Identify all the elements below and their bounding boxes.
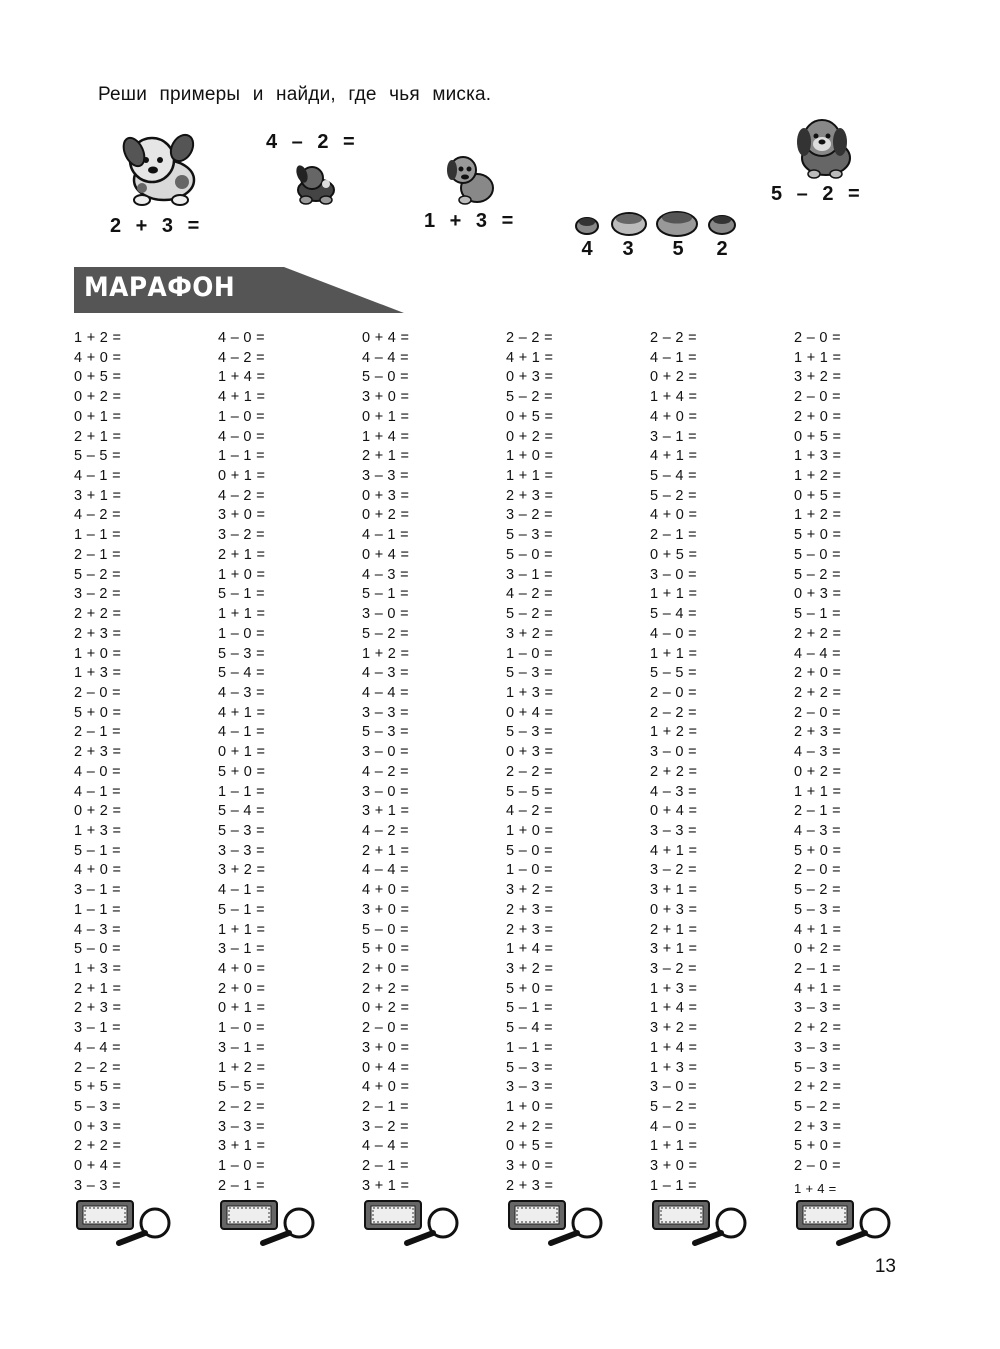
math-problem: 4 – 4 =: [362, 349, 409, 366]
math-problem: 0 + 5 =: [74, 369, 122, 386]
math-problem: 1 – 0 =: [218, 408, 265, 425]
math-problem: 4 – 4 =: [74, 1039, 121, 1056]
math-problem: 0 + 4 =: [74, 1158, 122, 1175]
math-problem: 5 + 0 =: [794, 1138, 842, 1155]
math-problem: 1 + 2 =: [362, 645, 410, 662]
math-problem: 0 + 5 =: [506, 1138, 554, 1155]
math-problem: 5 – 5 =: [650, 665, 697, 682]
math-problem: 3 – 0 =: [650, 566, 697, 583]
math-problem: 3 – 0 =: [362, 783, 409, 800]
math-problem: 3 + 1 =: [650, 941, 698, 958]
math-problem: 5 – 3 =: [794, 901, 841, 918]
section-title: МАРАФОН: [84, 272, 236, 303]
math-problem: 1 – 0 =: [506, 862, 553, 879]
math-problem: 0 + 4 =: [362, 330, 410, 346]
math-problem: 5 – 3 =: [218, 645, 265, 662]
math-problem: 1 + 3 =: [74, 961, 122, 977]
math-problem: 3 – 3 =: [794, 1039, 841, 1056]
math-problem: 1 + 0 =: [506, 822, 554, 839]
math-problem: 2 + 3 =: [506, 921, 554, 938]
math-problem: 4 – 3 =: [650, 783, 697, 800]
math-problem: 5 – 3 =: [506, 724, 553, 741]
math-problem: 1 + 1 =: [218, 606, 266, 623]
math-problem: 2 + 1 =: [74, 428, 122, 445]
math-problem: 1 + 0 =: [218, 566, 266, 583]
math-problem: 0 + 2 =: [650, 369, 698, 386]
math-problem: 5 + 0 =: [362, 941, 410, 958]
math-problem: 2 + 3 =: [506, 1177, 554, 1194]
math-problem: 1 + 0 =: [506, 448, 554, 465]
math-problem: 0 + 2 =: [506, 428, 554, 445]
math-problem: 0 + 3 =: [362, 487, 410, 504]
math-problem: 2 + 3 =: [74, 1000, 122, 1017]
math-problem: 0 + 3 =: [794, 586, 842, 603]
math-problem: 4 + 1 =: [794, 921, 842, 938]
math-problem: 3 + 1 =: [218, 1138, 266, 1155]
page-number: 13: [874, 1256, 896, 1277]
math-problem: 4 + 0 =: [74, 349, 122, 366]
math-problem: 1 + 3 =: [506, 684, 554, 701]
math-problem: 2 – 1 =: [74, 546, 121, 563]
math-problem: 3 + 0 =: [362, 1039, 410, 1056]
math-problem: 5 – 5 =: [74, 448, 121, 465]
math-problem: 2 + 2 =: [506, 1118, 554, 1135]
math-problem: 2 + 1 =: [74, 980, 122, 997]
math-problem: 1 + 3 =: [650, 1059, 698, 1076]
problem-column: [74, 329, 214, 1197]
math-problem: 5 – 0 =: [362, 921, 409, 938]
math-problem: 4 – 3 =: [794, 822, 841, 839]
math-problem: 1 + 1 =: [650, 645, 698, 662]
math-problem: 5 – 3 =: [362, 724, 409, 741]
math-problem: 4 – 0 =: [74, 763, 121, 780]
math-problem: 1 – 1 =: [650, 1177, 697, 1194]
math-problem: 2 + 3 =: [794, 1118, 842, 1135]
math-problem: 1 + 4 =: [218, 369, 266, 386]
bowls-image: [574, 206, 744, 238]
math-problem: 0 + 3 =: [506, 744, 554, 761]
math-problem: 2 – 0 =: [650, 684, 697, 701]
math-problem: 3 + 1 =: [650, 882, 698, 899]
math-problem: 0 + 2 =: [794, 763, 842, 780]
math-problem: 5 – 0 =: [74, 941, 121, 958]
timer-magnifier-icon: [219, 1197, 319, 1247]
problem-column: [362, 329, 502, 1197]
math-problem: 2 + 0 =: [218, 980, 266, 997]
math-problem: 5 – 2 =: [506, 606, 553, 623]
math-problem: 0 + 3 =: [650, 901, 698, 918]
math-problem: 4 – 4 =: [794, 645, 841, 662]
bowl-number-1: 4: [581, 238, 593, 260]
math-problem: 4 – 4 =: [362, 1138, 409, 1155]
math-problem: 3 + 2 =: [506, 625, 554, 642]
math-problem: 0 + 2 =: [362, 507, 410, 524]
math-problem: 5 – 0 =: [506, 842, 553, 859]
math-problem: 5 – 0 =: [794, 546, 841, 563]
math-problem: 4 – 1 =: [218, 882, 265, 899]
math-problem: 4 + 0 =: [74, 862, 122, 879]
math-problem: 4 + 0 =: [218, 961, 266, 977]
math-problem: 4 – 3 =: [362, 566, 409, 583]
math-problem: 2 + 2 =: [794, 1079, 842, 1096]
math-problem: 0 + 5 =: [794, 428, 842, 445]
math-problem: 1 – 1 =: [74, 527, 121, 544]
math-problem: 0 + 2 =: [74, 389, 122, 406]
math-problem: 2 + 3 =: [794, 724, 842, 741]
math-problem: 1 + 0 =: [74, 645, 122, 662]
math-problem: 3 – 2 =: [650, 862, 697, 879]
math-problem: 3 + 2 =: [794, 369, 842, 386]
math-problem: 2 – 0 =: [794, 704, 841, 721]
math-problem: 4 – 2 =: [362, 763, 409, 780]
math-problem: 2 – 2 =: [506, 763, 553, 780]
math-problem: 1 + 4 =: [794, 1180, 837, 1196]
math-problem: 3 + 1 =: [362, 1177, 410, 1194]
math-problem: 5 + 0 =: [794, 842, 842, 859]
math-problem: 5 – 1 =: [74, 842, 121, 859]
math-problem: 2 + 1 =: [362, 448, 410, 465]
math-problem: 4 + 0 =: [362, 1079, 410, 1096]
math-problem: 5 – 2 =: [794, 882, 841, 899]
math-problem: 5 + 0 =: [794, 527, 842, 544]
math-problem: 4 – 0 =: [650, 1118, 697, 1135]
math-problem: 5 – 3 =: [794, 1059, 841, 1076]
math-problem: 0 + 1 =: [362, 408, 410, 425]
bowl-number-2: 3: [622, 238, 634, 260]
math-problem: 4 – 2 =: [74, 507, 121, 524]
math-problem: 2 + 0 =: [794, 408, 842, 425]
math-problem: 1 – 0 =: [218, 1158, 265, 1175]
math-problem: 0 + 5 =: [794, 487, 842, 504]
math-problem: 1 + 1 =: [650, 1138, 698, 1155]
math-problem: 3 – 2 =: [74, 586, 121, 603]
math-problem: 0 + 3 =: [506, 369, 554, 386]
math-problem: 0 + 1 =: [218, 468, 266, 485]
math-problem: 2 – 1 =: [218, 1177, 265, 1194]
math-problem: 3 – 1 =: [218, 1039, 265, 1056]
math-problem: 3 – 1 =: [506, 566, 553, 583]
math-problem: 5 – 4 =: [650, 606, 697, 623]
math-problem: 1 + 4 =: [506, 941, 554, 958]
math-problem: 5 – 3 =: [506, 1059, 553, 1076]
math-problem: 4 – 3 =: [362, 665, 409, 682]
math-problem: 3 – 3 =: [362, 704, 409, 721]
math-problem: 2 + 2 =: [794, 684, 842, 701]
math-problem: 1 + 4 =: [362, 428, 410, 445]
math-problem: 2 + 2 =: [74, 1138, 122, 1155]
math-problem: 1 + 2 =: [794, 507, 842, 524]
math-problem: 5 + 0 =: [506, 980, 554, 997]
math-problem: 2 – 2 =: [506, 330, 553, 346]
math-problem: 5 – 2 =: [362, 625, 409, 642]
math-problem: 1 + 1 =: [218, 921, 266, 938]
math-problem: 3 – 3 =: [218, 842, 265, 859]
math-problem: 2 – 1 =: [650, 527, 697, 544]
math-problem: 2 + 1 =: [650, 921, 698, 938]
math-problem: 3 + 2 =: [650, 1020, 698, 1037]
math-problem: 3 + 0 =: [650, 1158, 698, 1175]
math-problem: 2 + 2 =: [794, 1020, 842, 1037]
bowl-number-3: 5: [672, 238, 684, 260]
math-problem: 4 + 1 =: [650, 448, 698, 465]
math-problem: 1 + 2 =: [74, 330, 122, 346]
math-problem: 3 – 3 =: [650, 822, 697, 839]
math-problem: 3 – 1 =: [650, 428, 697, 445]
bowl-number-4: 2: [716, 238, 728, 260]
timer-magnifier-icon: [75, 1197, 175, 1247]
math-problem: 5 – 2 =: [650, 1099, 697, 1116]
math-problem: 1 – 1 =: [74, 901, 121, 918]
math-problem: 2 – 2 =: [650, 330, 697, 346]
math-problem: 5 – 3 =: [506, 665, 553, 682]
math-problem: 2 + 2 =: [74, 606, 122, 623]
math-problem: 2 + 2 =: [650, 763, 698, 780]
math-problem: 1 + 1 =: [506, 468, 554, 485]
math-problem: 3 + 1 =: [74, 487, 122, 504]
math-problem: 0 + 5 =: [506, 408, 554, 425]
math-problem: 4 – 0 =: [218, 330, 265, 346]
math-problem: 4 + 1 =: [794, 980, 842, 997]
math-problem: 3 + 0 =: [362, 901, 410, 918]
math-problem: 4 + 1 =: [218, 389, 266, 406]
math-problem: 3 – 0 =: [650, 744, 697, 761]
math-problem: 5 – 0 =: [362, 369, 409, 386]
math-problem: 2 + 2 =: [362, 980, 410, 997]
math-problem: 3 – 2 =: [362, 1118, 409, 1135]
math-problem: 5 – 5 =: [506, 783, 553, 800]
math-problem: 4 – 3 =: [74, 921, 121, 938]
math-problem: 0 + 1 =: [218, 744, 266, 761]
problem-sitting-dog: 1 + 3 =: [424, 210, 514, 232]
math-problem: 4 – 1 =: [362, 527, 409, 544]
math-problem: 4 – 0 =: [218, 428, 265, 445]
math-problem: 1 + 1 =: [794, 349, 842, 366]
math-problem: 5 + 0 =: [74, 704, 122, 721]
math-problem: 4 – 3 =: [218, 684, 265, 701]
timer-magnifier-icon: [795, 1197, 895, 1247]
math-problem: 3 – 0 =: [362, 744, 409, 761]
math-problem: 1 – 0 =: [506, 645, 553, 662]
timer-magnifier-icon: [507, 1197, 607, 1247]
math-problem: 3 – 3 =: [506, 1079, 553, 1096]
math-problem: 5 – 1 =: [506, 1000, 553, 1017]
math-problem: 0 + 2 =: [794, 941, 842, 958]
math-problem: 3 – 3 =: [794, 1000, 841, 1017]
math-problem: 1 – 0 =: [218, 625, 265, 642]
math-problem: 0 + 4 =: [506, 704, 554, 721]
math-problem: 4 – 2 =: [362, 822, 409, 839]
math-problem: 5 – 1 =: [218, 901, 265, 918]
math-problem: 2 – 1 =: [74, 724, 121, 741]
math-problem: 4 – 4 =: [362, 862, 409, 879]
math-problem: 0 + 2 =: [362, 1000, 410, 1017]
math-problem: 1 + 3 =: [650, 980, 698, 997]
math-problem: 1 + 0 =: [506, 1099, 554, 1116]
math-problem: 5 – 0 =: [506, 546, 553, 563]
math-problem: 0 + 1 =: [218, 1000, 266, 1017]
problem-column: [218, 329, 358, 1197]
math-problem: 1 – 1 =: [218, 448, 265, 465]
math-problem: 4 + 0 =: [650, 507, 698, 524]
math-problem: 5 – 4 =: [218, 665, 265, 682]
timer-magnifier-icon: [651, 1197, 751, 1247]
math-problem: 4 + 0 =: [362, 882, 410, 899]
math-problem: 3 + 0 =: [218, 507, 266, 524]
math-problem: 5 – 1 =: [794, 606, 841, 623]
math-problem: 5 – 4 =: [218, 803, 265, 820]
math-problem: 3 – 2 =: [650, 961, 697, 977]
math-problem: 0 + 4 =: [362, 546, 410, 563]
math-problem: 4 + 1 =: [218, 704, 266, 721]
math-problem: 3 – 2 =: [218, 527, 265, 544]
math-problem: 2 + 0 =: [362, 961, 410, 977]
math-problem: 5 – 4 =: [650, 468, 697, 485]
math-problem: 5 – 4 =: [506, 1020, 553, 1037]
math-problem: 4 – 2 =: [506, 803, 553, 820]
math-problem: 4 – 4 =: [362, 684, 409, 701]
math-problem: 1 + 3 =: [794, 448, 842, 465]
math-problem: 5 – 2 =: [650, 487, 697, 504]
math-problem: 3 – 0 =: [650, 1079, 697, 1096]
problem-column: [794, 329, 934, 1199]
big-dog-image: [112, 130, 208, 210]
math-problem: 2 + 1 =: [218, 546, 266, 563]
math-problem: 2 + 3 =: [506, 901, 554, 918]
math-problem: 4 – 1 =: [218, 724, 265, 741]
math-problem: 0 + 4 =: [362, 1059, 410, 1076]
math-problem: 5 – 2 =: [794, 1099, 841, 1116]
math-problem: 2 – 2 =: [218, 1099, 265, 1116]
math-problem: 5 – 1 =: [362, 586, 409, 603]
math-problem: 3 + 1 =: [362, 803, 410, 820]
math-problem: 4 + 0 =: [650, 408, 698, 425]
problem-big-dog: 2 + 3 =: [110, 215, 200, 237]
math-problem: 3 – 1 =: [74, 1020, 121, 1037]
math-problem: 2 + 1 =: [362, 842, 410, 859]
instruction-text: Реши примеры и найди, где чья миска.: [98, 84, 492, 105]
problem-column: [650, 329, 790, 1197]
math-problem: 1 – 0 =: [218, 1020, 265, 1037]
math-problem: 3 + 0 =: [506, 1158, 554, 1175]
math-problem: 4 + 1 =: [506, 349, 554, 366]
math-problem: 0 + 2 =: [74, 803, 122, 820]
math-problem: 1 + 1 =: [794, 783, 842, 800]
puppy-image: [790, 114, 860, 180]
math-problem: 5 – 2 =: [74, 566, 121, 583]
math-problem: 1 + 2 =: [794, 468, 842, 485]
math-problem: 3 + 2 =: [506, 961, 554, 977]
math-problem: 4 + 1 =: [650, 842, 698, 859]
math-problem: 3 – 1 =: [218, 941, 265, 958]
math-problem: 1 + 4 =: [650, 1000, 698, 1017]
math-problem: 2 – 0 =: [794, 862, 841, 879]
math-problem: 2 + 3 =: [74, 744, 122, 761]
problem-small-dog: 4 – 2 =: [266, 131, 355, 153]
math-problem: 5 + 5 =: [74, 1079, 122, 1096]
math-problem: 4 – 1 =: [650, 349, 697, 366]
math-problem: 1 + 3 =: [74, 665, 122, 682]
math-problem: 2 – 2 =: [650, 704, 697, 721]
math-problem: 4 – 2 =: [218, 349, 265, 366]
math-problem: 0 + 5 =: [650, 546, 698, 563]
math-problem: 5 – 2 =: [506, 389, 553, 406]
math-problem: 1 + 4 =: [650, 1039, 698, 1056]
math-problem: 4 – 0 =: [650, 625, 697, 642]
math-problem: 3 + 2 =: [506, 882, 554, 899]
problem-column: [506, 329, 646, 1197]
math-problem: 1 + 1 =: [650, 586, 698, 603]
math-problem: 3 – 1 =: [74, 882, 121, 899]
math-problem: 0 + 4 =: [650, 803, 698, 820]
math-problem: 3 – 3 =: [362, 468, 409, 485]
math-problem: 1 + 3 =: [74, 822, 122, 839]
math-problem: 2 – 1 =: [362, 1099, 409, 1116]
math-problem: 2 – 2 =: [74, 1059, 121, 1076]
math-problem: 3 – 3 =: [74, 1177, 121, 1194]
math-problem: 2 + 3 =: [74, 625, 122, 642]
math-problem: 1 + 4 =: [650, 389, 698, 406]
math-problem: 3 + 0 =: [362, 389, 410, 406]
math-problem: 2 – 0 =: [362, 1020, 409, 1037]
math-problem: 2 – 0 =: [74, 684, 121, 701]
math-problem: 2 + 3 =: [506, 487, 554, 504]
math-problem: 5 – 1 =: [218, 586, 265, 603]
math-problem: 2 – 1 =: [794, 803, 841, 820]
sitting-dog-image: [443, 150, 501, 206]
math-problem: 2 – 0 =: [794, 1158, 841, 1175]
math-problem: 3 – 2 =: [506, 507, 553, 524]
small-dog-image: [288, 160, 340, 208]
math-problem: 2 – 1 =: [794, 961, 841, 977]
math-problem: 5 – 3 =: [74, 1099, 121, 1116]
math-problem: 4 – 2 =: [506, 586, 553, 603]
math-problem: 3 – 0 =: [362, 606, 409, 623]
math-problem: 5 – 3 =: [506, 527, 553, 544]
math-problem: 3 + 2 =: [218, 862, 266, 879]
math-problem: 5 – 5 =: [218, 1079, 265, 1096]
math-problem: 1 + 2 =: [650, 724, 698, 741]
math-problem: 4 – 1 =: [74, 468, 121, 485]
math-problem: 2 – 1 =: [362, 1158, 409, 1175]
problem-puppy: 5 – 2 =: [771, 183, 860, 205]
math-problem: 5 + 0 =: [218, 763, 266, 780]
math-problem: 4 – 1 =: [74, 783, 121, 800]
math-problem: 1 – 1 =: [506, 1039, 553, 1056]
math-problem: 0 + 1 =: [74, 408, 122, 425]
math-problem: 1 – 1 =: [218, 783, 265, 800]
math-problem: 2 + 2 =: [794, 625, 842, 642]
math-problem: 2 + 0 =: [794, 665, 842, 682]
math-problem: 3 – 3 =: [218, 1118, 265, 1135]
math-problem: 2 – 0 =: [794, 389, 841, 406]
math-problem: 5 – 2 =: [794, 566, 841, 583]
math-problem: 1 + 2 =: [218, 1059, 266, 1076]
math-problem: 4 – 2 =: [218, 487, 265, 504]
math-problem: 4 – 3 =: [794, 744, 841, 761]
math-problem: 0 + 3 =: [74, 1118, 122, 1135]
math-problem: 5 – 3 =: [218, 822, 265, 839]
timer-magnifier-icon: [363, 1197, 463, 1247]
math-problem: 2 – 0 =: [794, 330, 841, 346]
